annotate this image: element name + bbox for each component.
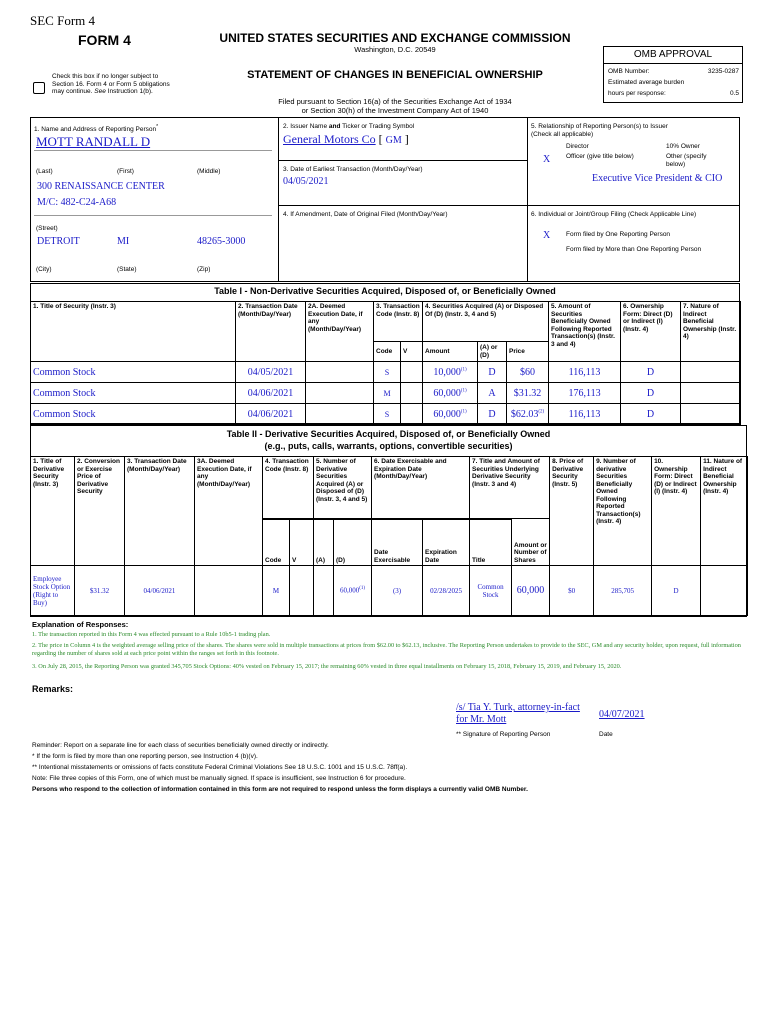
reporting-person-name[interactable]: MOTT RANDALL D	[36, 134, 151, 149]
statement-title: STATEMENT OF CHANGES IN BENEFICIAL OWNERSHIP	[247, 69, 543, 81]
t2-h-code: 4. Transaction Code (Instr. 8)	[263, 457, 314, 519]
t1-h-amount: Amount	[423, 342, 478, 362]
t2-h-form: 10. Ownership Form: Direct (D) or Indirect (I) (Instr. 4)	[652, 457, 701, 566]
checkbox-text: Check this box if no longer subject to Section 16. Form 4 or Form 5 obligations may continue. See Instruction 1(b).	[52, 73, 170, 95]
t2-exercisable: (3)	[372, 566, 423, 616]
earliest-date-label: 3. Date of Earliest Transaction (Month/Day/Year)	[283, 166, 423, 173]
table-row	[31, 383, 741, 404]
footer-omb-notice: Persons who respond to the collection of information contained in this form are not required to respond unless the form displays a currently valid OMB Number.	[32, 786, 528, 793]
filing-x-mark: X	[543, 230, 551, 241]
first-label: (First)	[117, 168, 134, 175]
omb-hours: 0.5	[729, 90, 739, 97]
agency-name: UNITED STATES SECURITIES AND EXCHANGE COMMISSION	[219, 31, 571, 45]
director-label: Director	[566, 143, 589, 150]
ten-pct-label: 10% Owner	[666, 143, 700, 150]
city-value: DETROIT	[37, 236, 80, 247]
omb-burden-label: Estimated average burden	[608, 79, 685, 86]
filed-pursuant-2: or Section 30(h) of the Investment Company Act of 1940	[301, 106, 489, 115]
t2-h-owned: 9. Number of derivative Securities Beneficially Owned Following Reported Transaction(s) (Instr. 4)	[594, 457, 652, 566]
t1-h-form: 6. Ownership Form: Direct (D) or Indirect (I) (Instr. 4)	[621, 302, 681, 362]
zip-label: (Zip)	[197, 266, 211, 273]
t1-price: $62.03$^{(2)}$	[507, 404, 549, 425]
last-label: (Last)	[36, 168, 53, 175]
officer-x-mark: X	[543, 154, 551, 165]
explanation-1: 1. The transaction reported in this Form 4 was effected pursuant to a Rule 10b5-1 trading plan.	[32, 631, 271, 638]
t1-h-date: 2. Transaction Date (Month/Day/Year)	[236, 302, 306, 362]
filing-more: Form filed by More than One Reporting Person	[566, 246, 702, 253]
signature-label: ** Signature of Reporting Person	[456, 731, 551, 738]
t1-aord: D	[478, 362, 507, 383]
t2-h-underlying: 7. Title and Amount of Securities Underlying Derivative Security (Instr. 3 and 4)	[470, 457, 550, 519]
t2-h-amount: Amount or Number of Shares	[512, 519, 550, 566]
zip-value: 48265-3000	[197, 236, 246, 247]
t2-code: M	[263, 566, 290, 616]
t1-h-v: V	[401, 342, 423, 362]
issuer-ticker: GM	[385, 135, 402, 146]
t2-deriv-price: $0	[550, 566, 594, 616]
t1-amount: 10,000$^{(1)}$	[423, 362, 478, 383]
issuer-label: 2. Issuer Name and Ticker or Trading Symbol	[283, 123, 415, 130]
t2-h-a: (A)	[314, 520, 334, 566]
table-1-grid	[30, 301, 741, 425]
t1-h-price: Price	[507, 342, 549, 362]
t1-h-code: 3. Transaction Code (Instr. 8)	[374, 302, 423, 342]
officer-title: Executive Vice President & CIO	[592, 173, 723, 184]
middle-label: (Middle)	[197, 168, 221, 175]
t2-h-date-ex: Date Exercisable	[372, 520, 423, 566]
form-title: FORM 4	[78, 32, 131, 48]
t1-aord: A	[478, 383, 507, 404]
t2-h-code-sub: Code	[263, 520, 290, 566]
t1-amount: 60,000$^{(1)}$	[423, 404, 478, 425]
explanation-heading: Explanation of Responses:	[32, 620, 129, 629]
t2-h-d: (D)	[334, 520, 372, 566]
reporting-person-label: 1. Name and Address of Reporting Person*	[34, 124, 159, 134]
table-2-subtitle: (e.g., puts, calls, warrants, options, convertible securities)	[264, 441, 513, 451]
t1-h-nature: 7. Nature of Indirect Beneficial Ownership (Instr. 4)	[681, 302, 741, 362]
explanation-3: 3. On July 28, 2015, the Reporting Person was granted 345,705 Stock Options: 40% vested on February 15, 2017; the remaining 60% vested in three equal installments on February 15, 2018, February 15, 2019, and February 15, 2020.	[32, 663, 622, 670]
t1-date: 04/06/2021	[236, 383, 306, 404]
t1-h-owned: 5. Amount of Securities Beneficially Owned Following Reported Transaction(s) (Instr. 3 and 4)	[549, 302, 621, 362]
t2-disposed: 60,000$^{(1)}$	[334, 566, 372, 616]
t1-h-aord: (A) or (D)	[478, 342, 507, 362]
state-label: (State)	[117, 266, 137, 273]
t2-title: Employee Stock Option (Right to Buy)	[31, 566, 75, 616]
t1-price: $60	[507, 362, 549, 383]
omb-number: 3235-0287	[707, 68, 739, 75]
t2-h-price: 8. Price of Derivative Security (Instr. 5)	[550, 457, 594, 566]
omb-number-label: OMB Number:	[608, 68, 650, 75]
officer-label: Officer (give title below)	[566, 153, 634, 160]
street-label: (Street)	[36, 225, 58, 232]
explanation-2: 2. The price in Column 4 is the weighted average selling price of the shares. The shares were sold in multiple transactions at prices from $62.00 to $62.13, inclusive. The Reporting Person undertakes to provide to the SEC, GM and any security holder, upon request, full information regarding the number of shares sold at each price point within the ranges set forth in this footnote.	[32, 642, 741, 657]
city-label: (City)	[36, 266, 52, 273]
t1-form: D	[621, 404, 681, 425]
t2-conv-price: $31.32	[75, 566, 125, 616]
omb-hours-label: hours per response:	[608, 90, 666, 97]
t1-title: Common Stock	[31, 383, 236, 404]
t2-h-title: 1. Title of Derivative Security (Instr. 3)	[31, 457, 75, 566]
t1-h-deemed: 2A. Deemed Execution Date, if any (Month/Day/Year)	[306, 302, 374, 362]
t1-code: S	[374, 404, 401, 425]
t1-date: 04/05/2021	[236, 362, 306, 383]
t2-h-nature: 11. Nature of Indirect Beneficial Ownership (Instr. 4)	[701, 457, 748, 566]
footer-note-2: ** Intentional misstatements or omissions of facts constitute Federal Criminal Violations See 18 U.S.C. 1001 and 15 U.S.C. 78ff(a).	[32, 764, 408, 771]
footer-reminder: Reminder: Report on a separate line for each class of securities beneficially owned directly or indirectly.	[32, 742, 329, 749]
t2-under-title: Common Stock	[470, 566, 512, 616]
other-label: Other (specify below)	[666, 153, 707, 168]
filed-pursuant: Filed pursuant to Section 16(a) of the Securities Exchange Act of 1934	[278, 97, 512, 106]
t1-aord: D	[478, 404, 507, 425]
t2-h-exercisable: 6. Date Exercisable and Expiration Date (Month/Day/Year)	[372, 457, 470, 519]
t2-h-date: 3. Transaction Date (Month/Day/Year)	[125, 457, 195, 566]
t2-h-exp: Expiration Date	[423, 520, 470, 566]
omb-title: OMB APPROVAL	[633, 49, 713, 60]
t1-date: 04/06/2021	[236, 404, 306, 425]
footer-note-3: Note: File three copies of this Form, one of which must be manually signed. If space is insufficient, see Instruction 6 for procedure.	[32, 775, 406, 782]
doc-caption: SEC Form 4	[30, 13, 96, 28]
earliest-date-value: 04/05/2021	[283, 176, 329, 187]
t2-h-v: V	[290, 520, 314, 566]
t2-expiration: 02/28/2025	[423, 566, 470, 616]
t2-h-conv: 2. Conversion or Exercise Price of Derivative Security	[75, 457, 125, 566]
signature-date-label: Date	[599, 731, 613, 738]
table-row	[31, 362, 741, 383]
table-1-title: Table I - Non-Derivative Securities Acquired, Disposed of, or Beneficially Owned	[214, 286, 556, 296]
amendment-label: 4. If Amendment, Date of Original Filed (Month/Day/Year)	[283, 211, 448, 218]
signature-date: 04/07/2021	[599, 709, 645, 720]
footer-note-1: * If the form is filed by more than one reporting person, see Instruction 4 (b)(v).	[32, 753, 258, 760]
t1-owned: 176,113	[549, 383, 621, 404]
t1-h-title: 1. Title of Security (Instr. 3)	[31, 302, 236, 362]
t1-form: D	[621, 362, 681, 383]
t1-owned: 116,113	[549, 362, 621, 383]
t2-date: 04/06/2021	[125, 566, 195, 616]
t1-price: $31.32	[507, 383, 549, 404]
address-line-2: M/C: 482-C24-A68	[37, 197, 117, 208]
t2-under-amount: 60,000	[512, 566, 550, 616]
state-value: MI	[117, 236, 130, 247]
table-row	[31, 404, 741, 425]
signature-name: /s/ Tia Y. Turk, attorney-in-fact for Mr. Mott	[456, 702, 580, 725]
t1-code: S	[374, 362, 401, 383]
filing-label: 6. Individual or Joint/Group Filing (Check Applicable Line)	[531, 211, 697, 218]
remarks-heading: Remarks:	[32, 684, 74, 694]
t2-h-number: 5. Number of Derivative Securities Acquired (A) or Disposed of (D) (Instr. 3, 4 and 5)	[314, 457, 372, 519]
issuer-name[interactable]: General Motors Co	[283, 132, 376, 146]
table-2-grid	[30, 456, 748, 616]
t2-h-under-title: Title	[470, 520, 512, 566]
no-longer-subject-checkbox[interactable]	[33, 82, 45, 94]
table-2-title: Table II - Derivative Securities Acquired, Disposed of, or Beneficially Owned	[226, 429, 551, 439]
relationship-label: 5. Relationship of Reporting Person(s) to Issuer (Check all applicable)	[531, 123, 668, 138]
t1-title: Common Stock	[31, 362, 236, 383]
t1-owned: 116,113	[549, 404, 621, 425]
t1-h-acquired: 4. Securities Acquired (A) or Disposed Of (D) (Instr. 3, 4 and 5)	[423, 302, 549, 342]
t2-form: D	[652, 566, 701, 616]
t1-h-code-sub: Code	[374, 342, 401, 362]
t2-h-deemed: 3A. Deemed Execution Date, if any (Month/Day/Year)	[195, 457, 263, 566]
t2-owned: 285,705	[594, 566, 652, 616]
t1-code: M	[374, 383, 401, 404]
t1-form: D	[621, 383, 681, 404]
table-row	[31, 566, 748, 616]
t1-amount: 60,000$^{(1)}$	[423, 383, 478, 404]
address-line-1: 300 RENAISSANCE CENTER	[37, 181, 165, 192]
issuer-name-line: General Motors Co [ GM ]	[283, 132, 409, 146]
t1-title: Common Stock	[31, 404, 236, 425]
filing-one: Form filed by One Reporting Person	[566, 231, 671, 238]
agency-city: Washington, D.C. 20549	[354, 45, 436, 54]
